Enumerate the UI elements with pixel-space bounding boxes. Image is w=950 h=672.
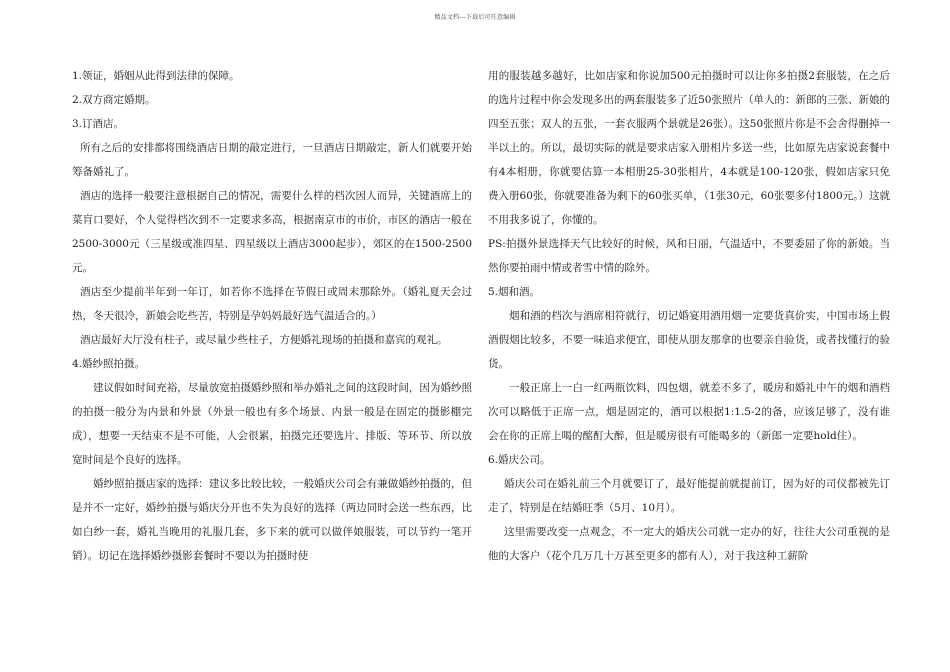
paragraph: 用的服装越多越好，比如店家和你说加500元拍摄时可以让你多拍摄2套服装，在之后的选片过程中你会发现多出的两套服装多了近50张照片（单人的：新郎的三张、新娘的四至五张；双人的五张，一套衣服两个景就是26张）。这50张照片你是不会舍得删掉一半以上的。所以，最切实际的就是要求店家入册相片多送一些，比如原先店家说套餐中有4本相册，你就要估算一本相册25-30张相片，4本就是100-120张，假如店家只免费入册60张，你就要准备为剩下的60张买单，（1张30元，60张要多付1800元。）这就不用我多说了，你懂的。 [488,70,890,226]
paragraph: 4.婚纱照拍摄。 [72,358,146,370]
paragraph: 烟和酒的档次与酒席相符就行，切记婚宴用酒用烟一定要货真价实，中国市场上假酒假烟比较多，不要一味追求便宜，即使从朋友那拿的也要亲自验货，或者找懂行的验货。 [488,310,890,370]
paragraph: PS:拍摄外景选择天气比较好的时候，风和日丽，气温适中，不要委屈了你的新娘。当然你要拍雨中情或者雪中情的除外。 [488,238,890,274]
paragraph: 这里需要改变一点观念，不一定大的婚庆公司就一定办的好，往往大公司重视的是他的大客户（花个几万几十万甚至更多的都有人），对于我这种工薪阶 [488,526,890,562]
paragraph: 一般正席上一白一红两瓶饮料，四包烟，就差不多了，暖房和婚礼中午的烟和酒档次可以略低于正席一点，烟是固定的，酒可以根据1:1.5-2的备，应该足够了，没有谁会在你的正席上喝的酩酊大醉，但是暖房很有可能喝多的（新郎一定要hold住）。 [488,382,890,442]
paragraph: 2.双方商定婚期。 [72,94,156,106]
paragraph: 1.领证，婚姻从此得到法律的保障。 [72,70,240,82]
paragraph: 酒店最好大厅没有柱子，或尽量少些柱子，方便婚礼现场的拍摄和嘉宾的观礼。 [80,334,448,346]
paragraph: 酒店至少提前半年到一年订，如若你不选择在节假日或周末那除外。（婚礼夏天会过热，冬天很冷，新娘会吃些苦，特别是孕妈妈最好选气温适合的。） [72,286,472,322]
paragraph: 所有之后的安排都将围绕酒店日期的敲定进行，一旦酒店日期敲定，新人们就要开始筹备婚礼了。 [72,142,472,178]
paragraph: 6.婚庆公司。 [488,454,551,466]
paragraph: 建议假如时间充裕，尽量放宽拍摄婚纱照和举办婚礼之间的这段时间，因为婚纱照的拍摄一般分为内景和外景（外景一般也有多个场景、内景一般是在固定的摄影棚完成），想要一天结束不是不可能，人会很累，拍摄完还要选片、排版、等环节、所以放宽时间是个良好的选择。 [72,382,472,466]
paragraph: 3.订酒店。 [72,118,125,130]
paragraph: 婚纱照拍摄店家的选择：建议多比较比较，一般婚庆公司会有兼做婚纱拍摄的，但是并不一定好，婚纱拍摄与婚庆分开也不失为良好的选择（两边同时会送一些东西，比如白纱一套，婚礼当晚用的礼服几套，多下来的就可以做伴娘服装，可以节约一笔开销）。切记在选择婚纱摄影套餐时不要以为拍摄时使 [72,478,472,562]
paragraph: 婚庆公司在婚礼前三个月就要订了，最好能提前就提前订，因为好的司仪都被先订走了，特别是在结婚旺季（5月、10月）。 [488,478,890,514]
paragraph: 5.烟和酒。 [488,286,541,298]
right-column [488,64,890,568]
page-header: 精品文档---下载后可任意编辑 [434,14,516,21]
left-column [72,64,472,568]
paragraph: 酒店的选择一般要注意根据自己的情况，需要什么样的档次因人而异，关键酒席上的菜肓口要好，个人觉得档次到不一定要求多高，根据南京市的市价，市区的酒店一般在2500-3000元（三星级或准四星、四星级以上酒店3000起步），郊区的在1500-2500元。 [72,190,472,274]
